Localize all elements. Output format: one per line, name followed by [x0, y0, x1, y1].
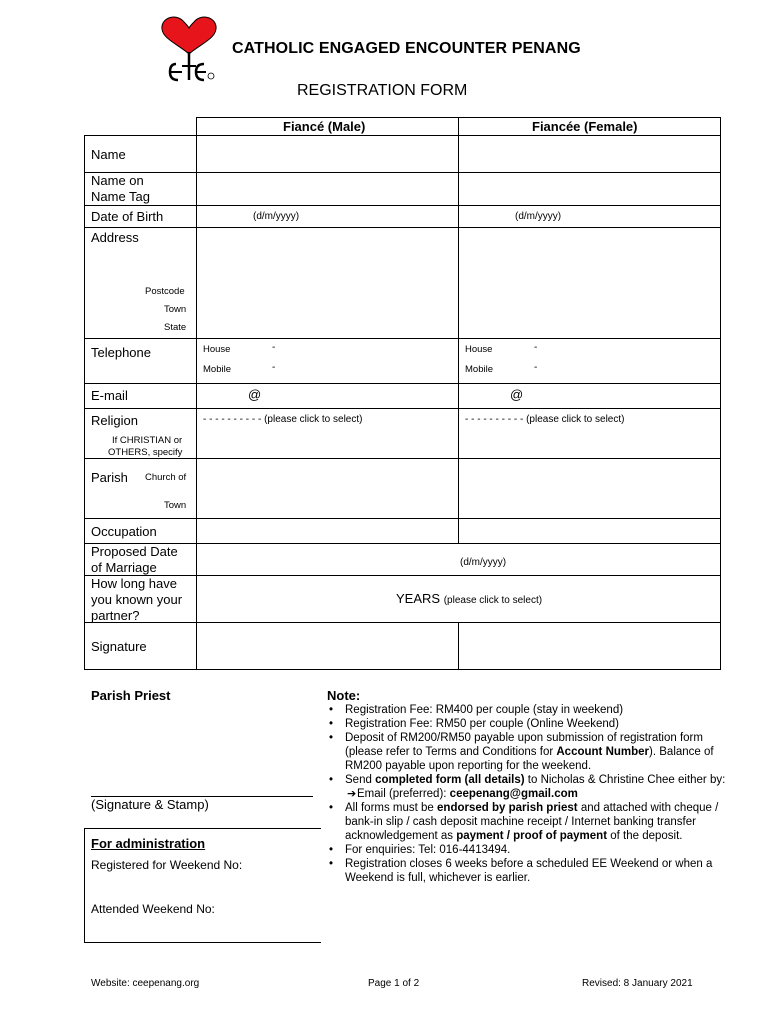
admin-registered-label: Registered for Weekend No:	[91, 858, 243, 872]
religion-click-male: (please click to select)	[264, 414, 363, 425]
parish-male-field[interactable]	[197, 459, 457, 517]
col-header-male: Fiancé (Male)	[283, 119, 366, 134]
note-text: ). Balance of RM200 payable upon reporting for the weekend.	[345, 746, 714, 772]
note-bold: payment	[556, 830, 608, 842]
note-item	[327, 703, 727, 717]
note-text: Send	[345, 774, 376, 786]
name-tag-male-field[interactable]	[197, 173, 457, 204]
note-item	[327, 773, 727, 787]
label-town: Town	[164, 304, 187, 315]
notes-list	[327, 703, 727, 885]
label-proposed-1: Proposed Date	[91, 544, 178, 559]
note-text: Registration Fee: RM50 per couple (Online Weekend)	[345, 718, 620, 730]
address-male-field[interactable]	[197, 228, 457, 337]
email-link[interactable]: ceepenang@gmail.com	[449, 788, 578, 800]
religion-select-female[interactable]	[465, 414, 624, 426]
heart-icon	[162, 17, 216, 54]
label-parish-town: Town	[164, 500, 187, 511]
note-bold: completed form (all details)	[375, 774, 525, 786]
org-title: CATHOLIC ENGAGED ENCOUNTER PENANG	[232, 40, 581, 57]
religion-click-female: (please click to select)	[526, 414, 625, 425]
col-header-female: Fiancée (Female)	[532, 119, 638, 134]
note-bold: Account Number	[556, 746, 650, 758]
note-text: All forms must be	[345, 802, 438, 814]
label-signature: Signature	[91, 639, 147, 654]
at-female: @	[510, 387, 524, 402]
label-address: Address	[91, 230, 139, 245]
religion-dashes-male: - - - - - - - - - -	[203, 414, 262, 425]
occupation-male-field[interactable]	[197, 519, 457, 542]
proposed-date-hint: (d/m/yyyy)	[460, 557, 507, 568]
label-postcode: Postcode	[145, 286, 185, 297]
signature-male-field[interactable]	[197, 623, 457, 668]
label-house-male: House	[203, 344, 231, 355]
label-name: Name	[91, 147, 126, 162]
label-state: State	[164, 322, 187, 333]
note-item	[327, 731, 727, 773]
label-telephone: Telephone	[91, 345, 151, 360]
label-known-3: partner?	[91, 608, 140, 623]
note-text: of the deposit.	[607, 830, 683, 842]
address-female-field[interactable]	[459, 228, 719, 337]
label-dob: Date of Birth	[91, 209, 164, 224]
cee-logo	[158, 14, 220, 84]
at-male: @	[248, 387, 262, 402]
note-item	[327, 787, 727, 801]
note-text: Deposit of RM200/RM50 payable upon submission of registration form (please refer to Terms and Conditions for	[345, 732, 703, 758]
dash-house-male: -	[272, 342, 276, 353]
note-text: and attached with cheque / bank-in slip / cash deposit machine receipt / Internet banking transfer acknowledgement as	[345, 802, 719, 842]
arrow-right-icon: ➔	[347, 788, 357, 800]
footer-website: Website: ceepenang.org	[91, 978, 200, 989]
admin-attended-label: Attended Weekend No:	[91, 902, 215, 916]
label-christian-1: If CHRISTIAN or	[112, 435, 183, 446]
name-female-field[interactable]	[459, 136, 719, 171]
label-email: E-mail	[91, 388, 128, 403]
note-text: For enquiries: Tel: 016-4413494.	[345, 844, 511, 856]
years-click: (please click to select)	[443, 595, 543, 606]
label-proposed-2: of Marriage	[91, 560, 157, 575]
note-item	[327, 717, 727, 731]
dash-mobile-female: -	[534, 362, 538, 373]
note-text: Registration closes 6 weeks before a scheduled EE Weekend or when a Weekend is full, whichever is earlier.	[345, 858, 713, 884]
parish-priest-label: Parish Priest	[91, 688, 171, 703]
note-title: Note:	[327, 688, 361, 703]
label-known-1: How long have	[91, 576, 177, 591]
note-text: Registration Fee: RM400 per couple (stay in weekend)	[345, 704, 624, 716]
dash-house-female: -	[534, 342, 538, 353]
label-church-of: Church of	[145, 472, 187, 483]
label-name-tag-1: Name on	[91, 173, 144, 188]
note-text: to Nicholas & Christine Chee either by:	[524, 774, 726, 786]
label-known-2: you known your	[91, 592, 183, 607]
note-bold: endorsed by parish priest	[437, 802, 578, 814]
footer-page-number: Page 1 of 2	[368, 978, 420, 989]
name-male-field[interactable]	[197, 136, 457, 171]
years-label: YEARS	[396, 591, 441, 606]
religion-select-male[interactable]	[203, 414, 362, 426]
dash-mobile-male: -	[272, 362, 276, 373]
label-mobile-female: Mobile	[465, 364, 493, 375]
label-house-female: House	[465, 344, 493, 355]
name-tag-female-field[interactable]	[459, 173, 719, 204]
dob-hint-male: (d/m/yyyy)	[253, 211, 300, 222]
label-religion: Religion	[91, 413, 138, 428]
note-text: Email (preferred):	[357, 788, 450, 800]
years-select[interactable]	[396, 591, 542, 607]
footer-revised: Revised: 8 January 2021	[582, 978, 693, 989]
label-name-tag-2: Name Tag	[91, 189, 151, 204]
label-parish: Parish	[91, 470, 128, 485]
signature-stamp-label: (Signature & Stamp)	[91, 797, 209, 812]
signature-female-field[interactable]	[459, 623, 719, 668]
note-item	[327, 843, 727, 857]
religion-dashes-female: - - - - - - - - - -	[465, 414, 524, 425]
form-title: REGISTRATION FORM	[297, 82, 468, 99]
note-bold: payment / proof of	[456, 830, 557, 842]
label-christian-2: OTHERS, specify	[108, 447, 183, 458]
note-item	[327, 857, 727, 885]
note-item	[327, 801, 727, 843]
dob-hint-female: (d/m/yyyy)	[515, 211, 562, 222]
label-occupation: Occupation	[91, 524, 157, 539]
admin-title: For administration	[91, 836, 206, 851]
label-mobile-male: Mobile	[203, 364, 231, 375]
occupation-female-field[interactable]	[459, 519, 719, 542]
parish-female-field[interactable]	[459, 459, 719, 517]
